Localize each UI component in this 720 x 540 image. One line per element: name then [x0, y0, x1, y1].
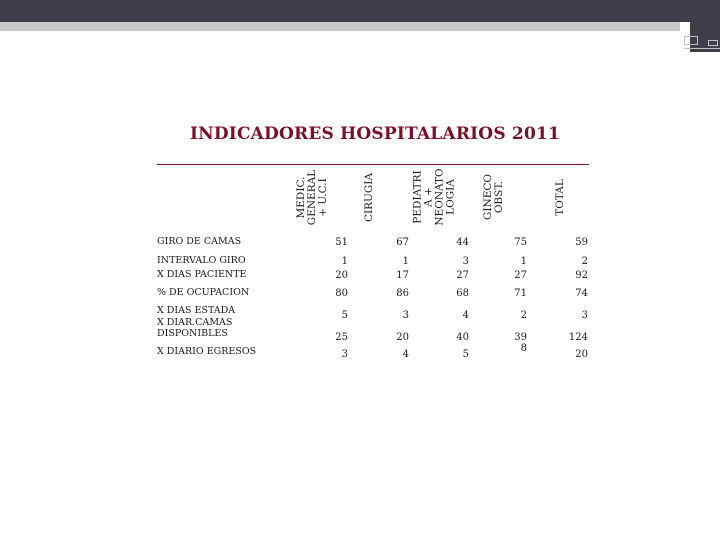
- table-cell: 20: [335, 270, 348, 281]
- table-cell: 59: [575, 237, 588, 248]
- table-cell: 68: [456, 288, 469, 299]
- table-cell: 3: [341, 349, 348, 360]
- row-label: GIRO DE CAMAS: [157, 236, 242, 247]
- table-cell: 4: [462, 310, 469, 321]
- decor-box: [684, 36, 698, 45]
- column-header: MEDIC. GENERAL + U.C.I: [295, 169, 330, 225]
- row-label: % DE OCUPACION: [157, 287, 250, 298]
- table-cell: 3: [581, 310, 588, 321]
- table-cell: 5: [341, 310, 348, 321]
- top-bar: [0, 0, 720, 22]
- table-cell: 124: [568, 332, 588, 343]
- row-label: X DIAS ESTADA: [157, 305, 236, 316]
- table-cell: 4: [402, 349, 409, 360]
- table-cell: 20: [396, 332, 409, 343]
- table-cell: 27: [514, 270, 527, 281]
- title-rule: [157, 164, 589, 165]
- table-cell: 40: [456, 332, 469, 343]
- table-cell: 27: [456, 270, 469, 281]
- table-cell: 67: [396, 237, 409, 248]
- column-header: CIRUGIA: [363, 172, 376, 222]
- table-cell: 80: [335, 288, 348, 299]
- accent-strip: [0, 22, 680, 31]
- table-cell: 74: [575, 288, 588, 299]
- table-cell: 2: [520, 310, 527, 321]
- row-label: X DIAR.CAMAS DISPONIBLES: [157, 317, 233, 339]
- column-header: GINECO OBST.: [482, 173, 505, 221]
- row-label: X DIARIO EGRESOS: [157, 346, 257, 357]
- column-header: TOTAL: [553, 178, 566, 216]
- table-cell: 17: [396, 270, 409, 281]
- table-cell: 51: [335, 237, 348, 248]
- table-cell: 1: [520, 256, 527, 267]
- table-cell: 71: [514, 288, 527, 299]
- table-cell: 92: [575, 270, 588, 281]
- page-title: INDICADORES HOSPITALARIOS 2011: [189, 124, 561, 144]
- table-cell: 5: [462, 349, 469, 360]
- decor-line: [684, 48, 720, 49]
- table-cell: 2: [581, 256, 588, 267]
- table-cell: 8: [520, 343, 527, 354]
- table-cell: 3: [402, 310, 409, 321]
- table-cell: 44: [456, 237, 469, 248]
- table-cell: 86: [396, 288, 409, 299]
- table-cell: 1: [341, 256, 348, 267]
- table-cell: 25: [335, 332, 348, 343]
- column-header: PEDIATRI A + NEONATO LOGIA: [412, 168, 457, 226]
- table-cell: 3: [462, 256, 469, 267]
- table-cell: 20: [575, 349, 588, 360]
- table-cell: 75: [514, 237, 527, 248]
- table-cell: 39: [514, 332, 527, 343]
- table-cell: 1: [402, 256, 409, 267]
- decor-box-small: [708, 40, 718, 46]
- row-label: X DIAS PACIENTE: [157, 269, 247, 280]
- row-label: INTERVALO GIRO: [157, 255, 246, 266]
